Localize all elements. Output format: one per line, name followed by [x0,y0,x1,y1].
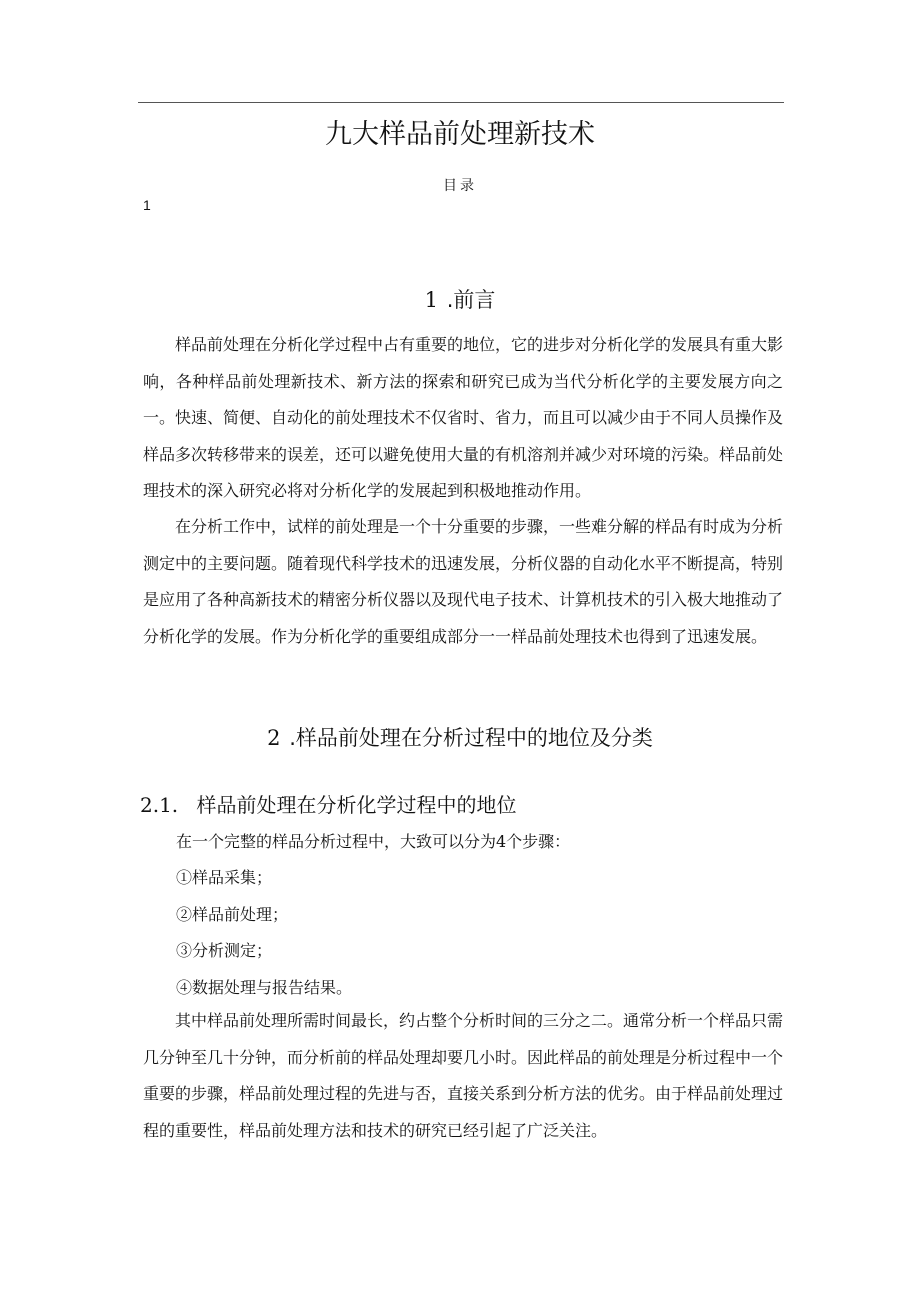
section-number: 2 [267,726,281,750]
list-item: ②样品前处理； [176,905,289,924]
document-title: 九大样品前处理新技术 [325,119,595,150]
list-item: ④数据处理与报告结果。 [176,978,353,997]
toc-label: 目录 [443,178,477,194]
section-heading-classification [0,722,920,752]
section-number: 1 [424,288,438,312]
section-heading-preface [0,284,920,314]
section-heading-text: .前言 [446,288,496,312]
list-item: ③分析测定； [176,941,273,960]
subsection-number: 2.1. [140,793,179,817]
paragraph-closing: 其中样品前处理所需时间最长，约占整个分析时间的三分之二。通常分析一个样品只需几分钟至几十分钟，而分析前的样品处理却要几小时。因此样品的前处理是分析过程中一个重要的步骤，样品前处理过程的先进与否，直接关系到分析方法的优劣。由于样品前处理过程的重要性，样品前处理方法和技术的研究已经引起了广泛关注。 [143,1011,784,1140]
header-rule [138,102,784,103]
paragraph-preface-1: 样品前处理在分析化学过程中占有重要的地位，它的进步对分析化学的发展具有重大影响，各种样品前处理新技术、新方法的探索和研究已成为当代分析化学的主要发展方向之一。快速、简便、自动化的前处理技术不仅省时、省力，而且可以减少由于不同人员操作及样品多次转移带来的误差，还可以避免使用大量的有机溶剂并减少对环境的污染。样品前处理技术的深入研究必将对分析化学的发展起到积极地推动作用。 [143,335,784,500]
list-item: ①样品采集； [176,868,273,887]
toc-page-number: 1 [143,197,151,213]
section-heading-text: .样品前处理在分析过程中的地位及分类 [289,726,653,750]
subsection-heading-text: 样品前处理在分析化学过程中的地位 [196,793,517,817]
steps-intro: 在一个完整的样品分析过程中，大致可以分为4个步骤： [176,832,571,851]
paragraph-preface-2: 在分析工作中，试样的前处理是一个十分重要的步骤，一些难分解的样品有时成为分析测定中的主要问题。随着现代科学技术的迅速发展，分析仪器的自动化水平不断提高，特别是应用了各种高新技术的精密分析仪器以及现代电子技术、计算机技术的引入极大地推动了分析化学的发展。作为分析化学的重要组成部分一一样品前处理技术也得到了迅速发展。 [143,517,784,646]
subsection-heading [140,789,517,818]
